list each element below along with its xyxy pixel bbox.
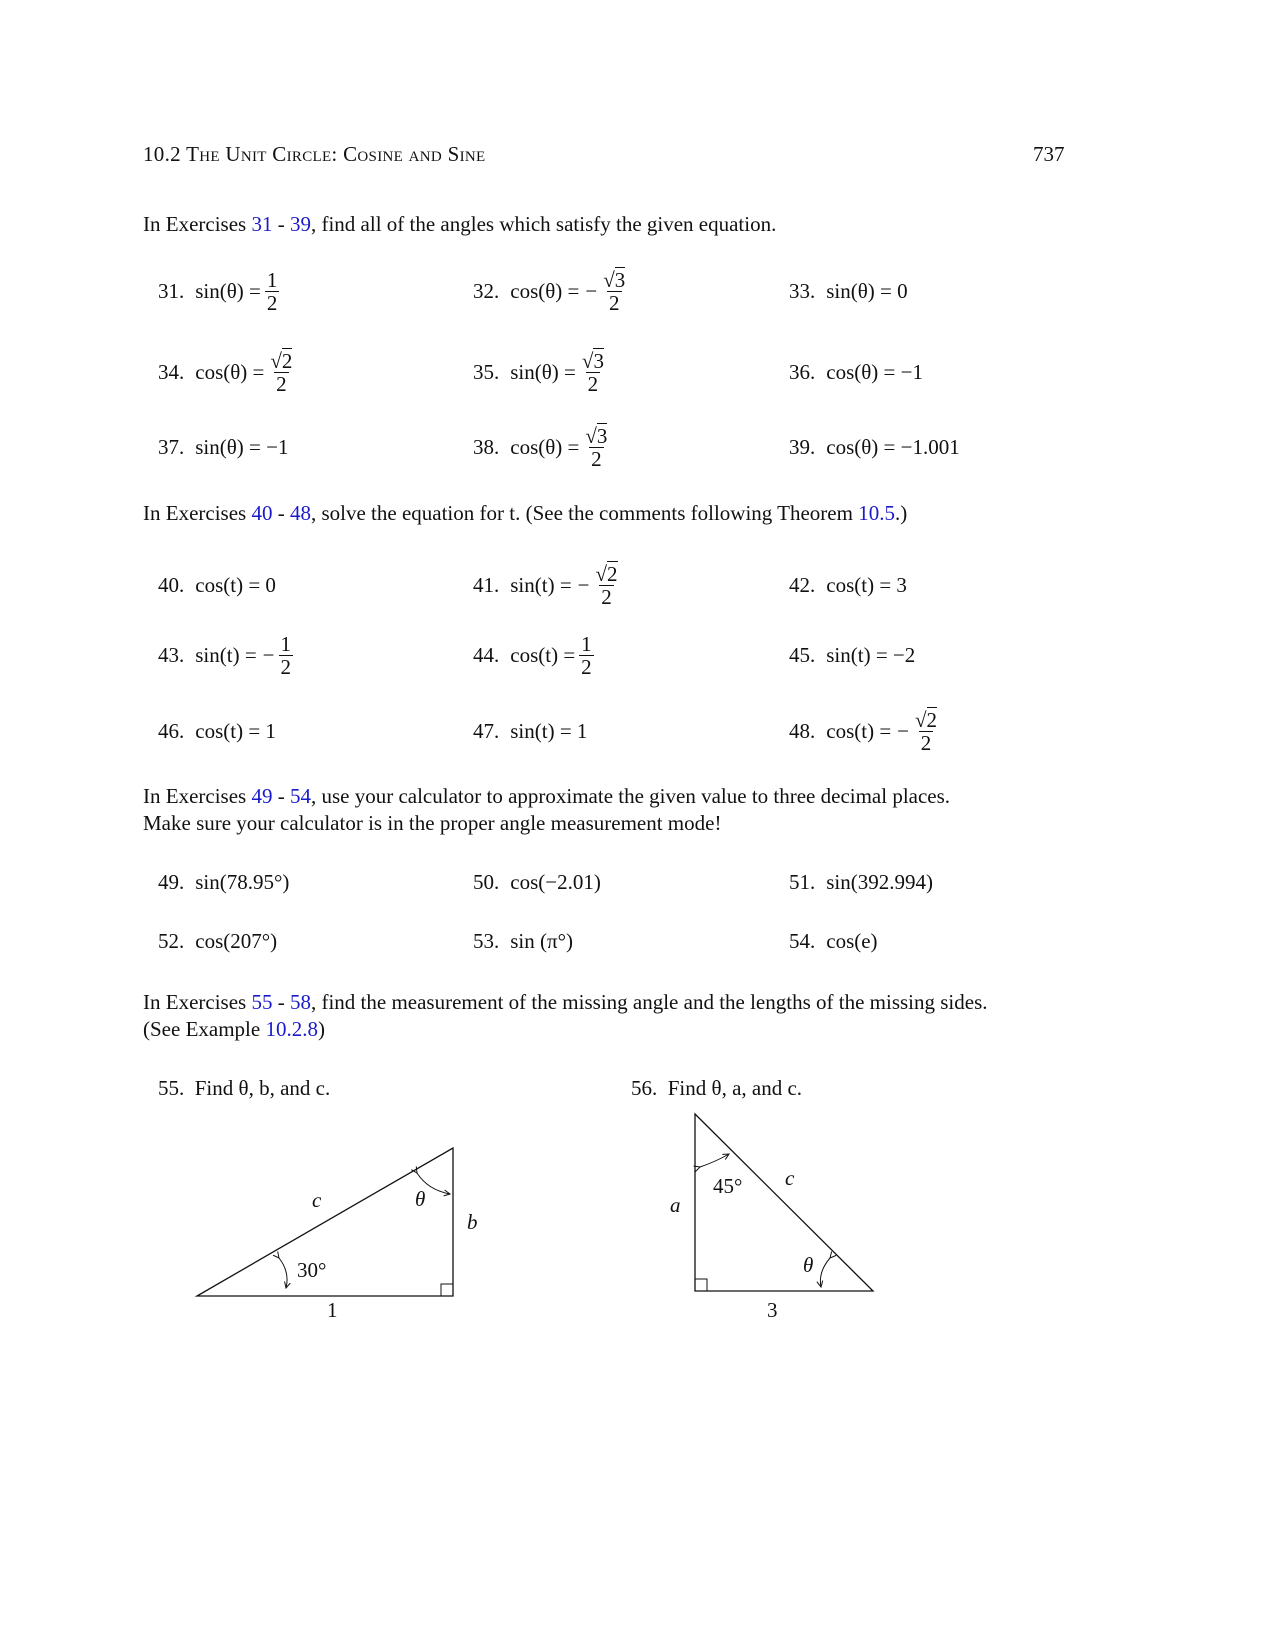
problem-text: Find θ, b, and c. — [194, 1076, 331, 1100]
link-58[interactable]: 58 — [289, 990, 311, 1014]
denominator: 2 — [591, 446, 602, 471]
exercise-expression: cos(t) = — [510, 642, 576, 667]
sqrt-symbol: √ — [603, 267, 615, 292]
label-hypotenuse: c — [312, 1188, 322, 1212]
sign: − — [897, 718, 910, 743]
exercise-number: 42. — [789, 572, 816, 597]
problem-number: 55. — [158, 1076, 185, 1100]
exercise-number: 40. — [158, 572, 185, 597]
denominator: 2 — [601, 584, 612, 609]
exercise-expression: cos(t) = 3 — [826, 572, 907, 597]
text: - — [272, 990, 290, 1014]
sqrt-symbol: √ — [270, 348, 282, 373]
exercise-expression: sin(78.95°) — [195, 869, 290, 894]
sign: − — [262, 642, 275, 667]
exercise-number: 31. — [158, 278, 185, 303]
exercise-number: 37. — [158, 434, 185, 459]
text: In Exercises — [143, 501, 252, 525]
denominator: 2 — [280, 654, 292, 679]
exercise-expression: cos(θ) = — [195, 359, 265, 384]
label-hypotenuse: c — [785, 1166, 795, 1190]
link-example-10-2-8[interactable]: 10.2.8 — [265, 1017, 318, 1041]
denominator: 2 — [581, 654, 592, 679]
numerator: 1 — [280, 631, 292, 656]
link-40[interactable]: 40 — [251, 501, 273, 525]
exercise-expression: cos(−2.01) — [510, 869, 601, 894]
exercise-expression: cos(θ) = −1.001 — [826, 434, 960, 459]
denominator: 2 — [266, 290, 278, 315]
link-31[interactable]: 31 — [251, 212, 273, 236]
exercise-number: 52. — [158, 928, 185, 953]
exercise-number: 39. — [789, 434, 816, 459]
sqrt-symbol: √ — [595, 561, 608, 586]
triangle-56 — [670, 1114, 873, 1322]
radicand: 3 — [593, 348, 604, 373]
text: .) — [894, 501, 908, 525]
exercise-expression: sin(392.994) — [826, 869, 933, 894]
exercise-expression: cos(t) = 1 — [195, 718, 276, 743]
numerator: 1 — [266, 267, 278, 292]
sign: − — [585, 278, 598, 303]
exercise-number: 49. — [158, 869, 185, 894]
text: , find all of the angles which satisfy the given equation. — [310, 212, 777, 236]
exercise-expression: cos(e) — [826, 928, 878, 953]
exercise-number: 33. — [789, 278, 816, 303]
radicand: 2 — [607, 561, 618, 586]
text: Make sure your calculator is in the proper angle measurement mode! — [143, 811, 722, 835]
exercise-number: 45. — [789, 642, 816, 667]
label-angle-45: 45° — [713, 1174, 743, 1198]
text: In Exercises — [143, 784, 252, 808]
problem-text: Find θ, a, and c. — [667, 1076, 803, 1100]
text: (See Example — [143, 1017, 266, 1041]
label-angle-theta: θ — [415, 1187, 426, 1211]
sign: − — [577, 572, 590, 597]
problem-number: 56. — [631, 1076, 658, 1100]
text: , solve the equation for t. (See the comments following Theorem — [310, 501, 859, 525]
link-55[interactable]: 55 — [251, 990, 273, 1014]
exercise-expression: cos(θ) = −1 — [826, 359, 923, 384]
radicand: 3 — [614, 267, 626, 292]
page-number: 737 — [1033, 142, 1065, 166]
label-base-3: 3 — [767, 1298, 778, 1322]
angle-arc-30 — [279, 1258, 287, 1288]
exercise-number: 50. — [473, 869, 500, 894]
exercise-number: 38. — [473, 434, 500, 459]
text: ) — [317, 1017, 325, 1041]
sqrt-symbol: √ — [585, 423, 597, 448]
label-angle-30: 30° — [297, 1258, 327, 1282]
label-angle-theta: θ — [803, 1253, 814, 1277]
link-48[interactable]: 48 — [289, 501, 311, 525]
exercise-number: 36. — [789, 359, 816, 384]
exercise-expression: sin(t) = 1 — [510, 718, 588, 743]
text: - — [272, 212, 290, 236]
link-theorem-10-5[interactable]: 10.5 — [858, 501, 895, 525]
exercise-expression: sin(t) = −2 — [826, 642, 916, 667]
label-base-1: 1 — [327, 1298, 338, 1322]
exercise-number: 43. — [158, 642, 185, 667]
exercise-number: 54. — [789, 928, 816, 953]
exercise-expression: cos(t) = — [826, 718, 892, 743]
exercise-expression: cos(θ) = — [510, 434, 580, 459]
exercise-number: 34. — [158, 359, 185, 384]
radicand: 2 — [281, 348, 293, 373]
text: , find the measurement of the missing angle and the lengths of the missing sides. — [310, 990, 988, 1014]
sqrt-symbol: √ — [915, 707, 927, 732]
exercise-number: 32. — [473, 278, 500, 303]
exercise-expression: cos(θ) = — [510, 278, 580, 303]
exercise-number: 44. — [473, 642, 500, 667]
triangle-55 — [197, 1148, 478, 1322]
exercise-expression: sin(t) = — [195, 642, 257, 667]
exercise-number: 41. — [473, 572, 500, 597]
angle-arc-45 — [700, 1154, 729, 1167]
text: - — [272, 501, 290, 525]
exercise-number: 48. — [789, 718, 816, 743]
exercise-expression: cos(207°) — [195, 928, 278, 953]
exercise-expression: sin(t) = — [510, 572, 572, 597]
triangle-outline — [695, 1114, 873, 1291]
right-angle-mark — [695, 1279, 707, 1291]
radicand: 3 — [596, 423, 608, 448]
exercise-number: 47. — [473, 718, 500, 743]
denominator: 2 — [609, 290, 620, 315]
denominator: 2 — [920, 730, 932, 755]
text: , use your calculator to approximate the given value to three decimal places. — [310, 784, 951, 808]
denominator: 2 — [276, 371, 287, 396]
exercise-number: 35. — [473, 359, 500, 384]
exercise-expression: sin(θ) = −1 — [195, 434, 289, 459]
link-54[interactable]: 54 — [289, 784, 311, 808]
exercise-expression: cos(t) = 0 — [195, 572, 276, 597]
exercise-expression: sin(θ) = — [195, 278, 261, 303]
sqrt-symbol: √ — [581, 348, 594, 373]
denominator: 2 — [587, 371, 599, 396]
exercise-number: 53. — [473, 928, 500, 953]
numerator: 1 — [581, 631, 592, 656]
section-header: 10.2 The Unit Circle: Cosine and Sine — [143, 142, 486, 166]
right-angle-mark — [441, 1284, 453, 1296]
angle-arc-theta — [820, 1258, 830, 1287]
link-49[interactable]: 49 — [251, 784, 273, 808]
text: In Exercises — [143, 990, 252, 1014]
radicand: 2 — [926, 707, 938, 732]
text: In Exercises — [143, 212, 252, 236]
exercise-number: 46. — [158, 718, 185, 743]
exercise-number: 51. — [789, 869, 816, 894]
text: - — [272, 784, 290, 808]
exercise-expression: sin (π°) — [510, 928, 573, 953]
link-39[interactable]: 39 — [289, 212, 311, 236]
exercise-expression: sin(θ) = — [510, 359, 576, 384]
label-side-b: b — [467, 1210, 478, 1234]
label-side-a: a — [670, 1193, 681, 1217]
exercise-expression: sin(θ) = 0 — [826, 278, 908, 303]
